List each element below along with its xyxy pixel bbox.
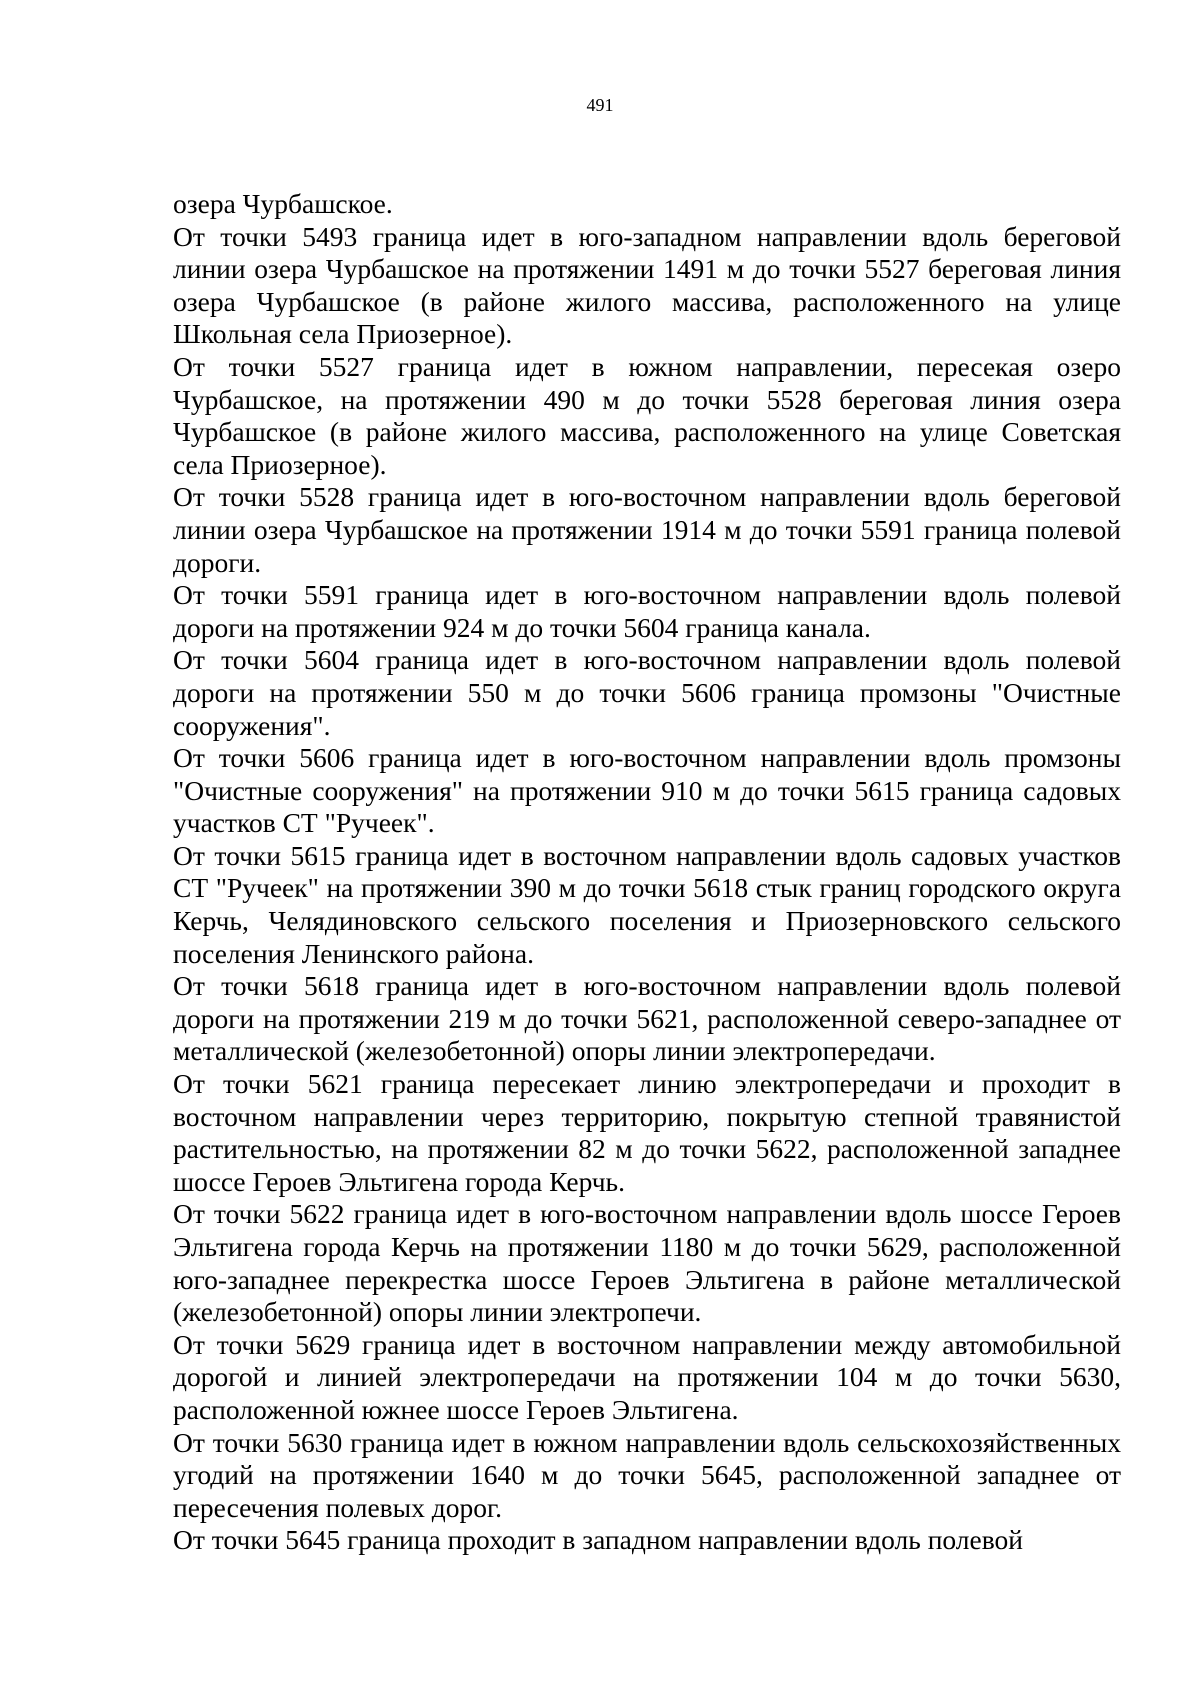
paragraph-12: От точки 5629 граница идет в восточном направлении между автомобильной дорогой и линией электропередачи на протяжении 104 м до точки 5630, расположенной южнее шоссе Героев Эльтигена. — [173, 1328, 1121, 1425]
page-number: 491 — [586, 95, 614, 115]
paragraph-8: От точки 5615 граница идет в восточном направлении вдоль садовых участков СТ "Ручеек" на протяжении 390 м до точки 5618 стык границ городского округа Керчь, Челядиновского сельского поселения и Приозерновского сельского поселения Ленинского района. — [173, 839, 1121, 969]
paragraph-2: От точки 5493 граница идет в юго-западном направлении вдоль береговой линии озера Чурбашское на протяжении 1491 м до точки 5527 береговая линия озера Чурбашское (в районе жилого массива, расположенного на улице Школьная села Приозерное). — [173, 220, 1121, 350]
paragraph-5: От точки 5591 граница идет в юго-восточном направлении вдоль полевой дороги на протяжении 924 м до точки 5604 граница канала. — [173, 579, 1121, 643]
paragraph-13: От точки 5630 граница идет в южном направлении вдоль сельскохозяйственных угодий на протяжении 1640 м до точки 5645, расположенной западнее от пересечения полевых дорог. — [173, 1426, 1121, 1523]
paragraph-10: От точки 5621 граница пересекает линию электропередачи и проходит в восточном направлении через территорию, покрытую степной травянистой растительностью, на протяжении 82 м до точки 5622, расположенной западнее шоссе Героев Эльтигена города Керчь. — [173, 1068, 1121, 1197]
paragraph-7: От точки 5606 граница идет в юго-восточном направлении вдоль промзоны "Очистные сооружения" на протяжении 910 м до точки 5615 граница садовых участков СТ "Ручеек". — [173, 742, 1121, 839]
paragraph-1: озера Чурбашское. — [173, 188, 393, 219]
paragraph-4: От точки 5528 граница идет в юго-восточном направлении вдоль береговой линии озера Чурбашское на протяжении 1914 м до точки 5591 граница полевой дороги. — [173, 481, 1121, 578]
document-body — [173, 188, 1121, 1557]
paragraph-14: От точки 5645 граница проходит в западном направлении вдоль полевой — [173, 1524, 1023, 1556]
paragraph-9: От точки 5618 граница идет в юго-восточном направлении вдоль полевой дороги на протяжении 219 м до точки 5621, расположенной северо-западнее от металлической (железобетонной) опоры линии электропередачи. — [173, 970, 1121, 1067]
paragraph-3: От точки 5527 граница идет в южном направлении, пересекая озеро Чурбашское, на протяжении 490 м до точки 5528 береговая линия озера Чурбашское (в районе жилого массива, расположенного на улице Советская села Приозерное). — [173, 350, 1121, 480]
paragraph-6: От точки 5604 граница идет в юго-восточном направлении вдоль полевой дороги на протяжении 550 м до точки 5606 граница промзоны "Очистные сооружения". — [173, 644, 1121, 741]
paragraph-11: От точки 5622 граница идет в юго-восточном направлении вдоль шоссе Героев Эльтигена города Керчь на протяжении 1180 м до точки 5629, расположенной юго-западнее перекрестка шоссе Героев Эльтигена в районе металлической (железобетонной) опоры линии электропечи. — [173, 1198, 1121, 1328]
